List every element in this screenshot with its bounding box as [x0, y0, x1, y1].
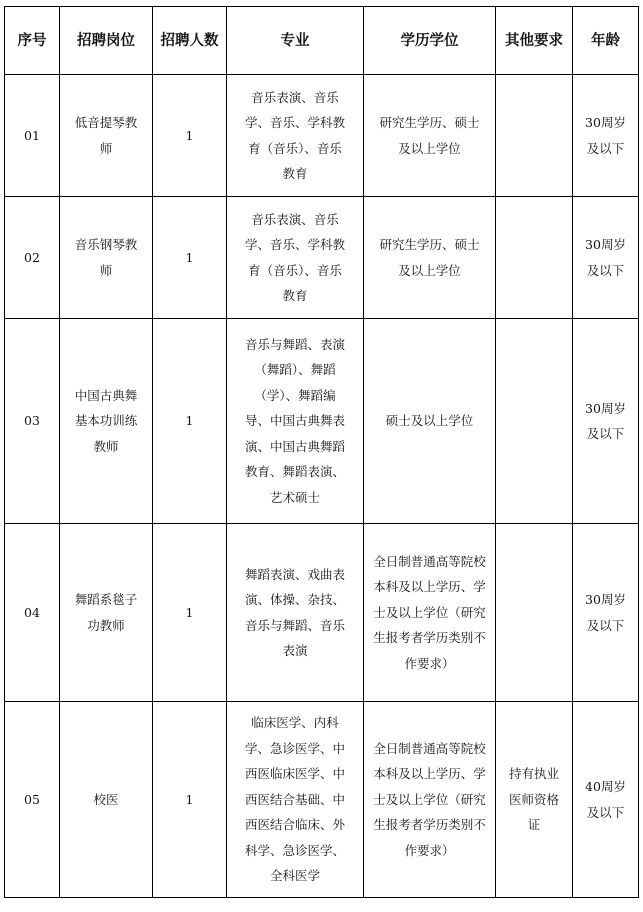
cell-degree-text: 研究生学历、硕士及以上学位 [379, 115, 480, 156]
cell-age-text: 30周岁及以下 [585, 115, 626, 156]
header-no: 序号 [5, 7, 60, 75]
cell-post-text: 舞蹈系毯子功教师 [74, 592, 138, 633]
cell-age-text: 30周岁及以下 [585, 400, 626, 441]
cell-post [60, 524, 153, 702]
cell-age [573, 75, 639, 197]
table-header-row [5, 7, 639, 75]
table-row [5, 197, 639, 319]
cell-degree-text: 全日制普通高等院校本科及以上学历、学士及以上学位（研究生报考者学历类别不作要求） [373, 740, 486, 858]
cell-post-text: 音乐钢琴教师 [74, 237, 138, 278]
header-count: 招聘人数 [153, 7, 227, 75]
cell-age-text: 30周岁及以下 [585, 237, 626, 278]
cell-other [496, 197, 573, 319]
table-row [5, 319, 639, 524]
cell-degree [364, 524, 496, 702]
cell-count: 1 [153, 702, 227, 898]
cell-major [227, 702, 364, 898]
header-major: 专业 [227, 7, 364, 75]
cell-age [573, 524, 639, 702]
cell-major-text: 音乐表演、音乐学、音乐、学科教育（音乐）、音乐教育 [244, 211, 345, 303]
cell-age-text: 40周岁及以下 [585, 779, 626, 820]
cell-degree-text: 硕士及以上学位 [385, 413, 474, 429]
cell-age-text: 30周岁及以下 [585, 592, 626, 633]
header-degree: 学历学位 [364, 7, 496, 75]
cell-major-text: 音乐表演、音乐学、音乐、学科教育（音乐）、音乐教育 [244, 89, 345, 181]
cell-post [60, 75, 153, 197]
cell-no: 03 [5, 319, 60, 524]
cell-age [573, 319, 639, 524]
cell-major [227, 524, 364, 702]
cell-no: 01 [5, 75, 60, 197]
cell-other [496, 524, 573, 702]
cell-post-text: 校医 [93, 791, 119, 807]
cell-count: 1 [153, 524, 227, 702]
cell-post-text: 低音提琴教师 [74, 115, 138, 156]
cell-other [496, 702, 573, 898]
cell-major [227, 319, 364, 524]
cell-degree [364, 75, 496, 197]
cell-degree [364, 702, 496, 898]
cell-count: 1 [153, 319, 227, 524]
cell-post [60, 702, 153, 898]
cell-major-text: 舞蹈表演、戏曲表演、体操、杂技、音乐与舞蹈、音乐表演 [244, 566, 345, 658]
header-post: 招聘岗位 [60, 7, 153, 75]
recruitment-table [4, 6, 639, 898]
cell-no: 04 [5, 524, 60, 702]
cell-count: 1 [153, 197, 227, 319]
cell-other [496, 319, 573, 524]
table-row [5, 75, 639, 197]
header-age: 年龄 [573, 7, 639, 75]
cell-post [60, 197, 153, 319]
cell-count: 1 [153, 75, 227, 197]
cell-degree-text: 研究生学历、硕士及以上学位 [379, 237, 480, 278]
cell-post-text: 中国古典舞基本功训练教师 [74, 387, 138, 454]
cell-age [573, 197, 639, 319]
table-row [5, 524, 639, 702]
cell-major [227, 75, 364, 197]
cell-degree [364, 319, 496, 524]
cell-no: 05 [5, 702, 60, 898]
cell-major [227, 197, 364, 319]
header-other: 其他要求 [496, 7, 573, 75]
cell-other [496, 75, 573, 197]
table-row [5, 702, 639, 898]
cell-degree [364, 197, 496, 319]
cell-degree-text: 全日制普通高等院校本科及以上学历、学士及以上学位（研究生报考者学历类别不作要求） [373, 553, 486, 671]
cell-age [573, 702, 639, 898]
cell-major-text: 音乐与舞蹈、表演（舞蹈）、舞蹈（学）、舞蹈编导、中国古典舞表演、中国古典舞蹈教育、舞蹈表演、艺术硕士 [244, 336, 345, 505]
cell-no: 02 [5, 197, 60, 319]
cell-other-text: 持有执业医师资格证 [508, 766, 559, 833]
cell-post [60, 319, 153, 524]
cell-major-text: 临床医学、内科学、急诊医学、中西医临床医学、中西医结合基础、中西医结合临床、外科学、急诊医学、全科医学 [244, 715, 345, 884]
